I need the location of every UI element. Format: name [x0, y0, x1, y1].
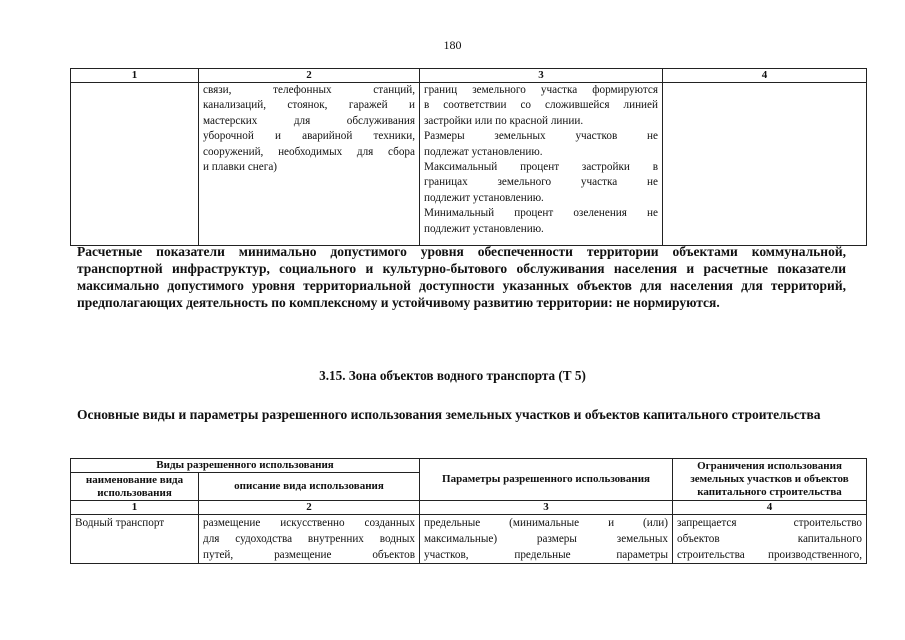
group-header: Виды разрешенного использования [71, 459, 420, 473]
name-header: наименование вида использования [71, 473, 199, 501]
permitted-use-table [70, 458, 867, 564]
norms-paragraph: Расчетные показатели минимально допустимого уровня обеспеченности территории объектами коммунальной, транспортной инфраструктур, социального и культурно-бытового обслуживания населения и расчетные показатели максимально допустимого уровня территориальной доступности указанных объектов для населения для территорий, предполагающих деятельность по комплексному и устойчивому развитию территории: не нормируются. [77, 244, 846, 310]
description-line: уборочной и аварийной техники, [203, 130, 415, 143]
restrictions-line: объектов капитального [677, 533, 863, 545]
column-number-1: 1 [71, 69, 199, 83]
restrictions-line: запрещается строительство [677, 517, 863, 529]
parameters-line: границ земельного участка формируются [424, 84, 658, 96]
parameters-line: застройки или по красной линии. [424, 114, 584, 127]
table-row [71, 515, 867, 564]
continuation-table [70, 68, 867, 246]
description-header: описание вида использования [199, 473, 420, 501]
column-number-2: 2 [199, 501, 420, 515]
description-line: связи, телефонных станций, [203, 84, 415, 96]
table-cell-description [199, 83, 420, 246]
description-line: для судоходства внутренних водных [203, 533, 416, 545]
description-line: путей, размещение объектов [203, 549, 416, 561]
column-number-3: 3 [420, 501, 673, 515]
table-row [71, 83, 867, 246]
section-subheading: Основные виды и параметры разрешенного использования земельных участков и объектов капитального строительства [77, 407, 821, 422]
table-header-row [71, 69, 867, 83]
column-number-row [71, 501, 867, 515]
parameters-line: подлежит установлению. [424, 191, 544, 204]
description-line: мастерских для обслуживания [203, 114, 415, 127]
parameters-line: в соответствии со сложившейся линией [424, 99, 658, 112]
parameters-header: Параметры разрешенного использования [420, 459, 673, 501]
description-line: размещение искусственно созданных [203, 517, 416, 529]
column-number-4: 4 [663, 69, 867, 83]
parameters-line: предельные (минимальные и (или) [424, 517, 669, 529]
table-cell-description [199, 515, 420, 564]
description-line: и плавки снега) [203, 161, 278, 174]
column-number-4: 4 [673, 501, 867, 515]
restrictions-header: Ограничения использования земельных участков и объектов капитального строительства [673, 459, 867, 501]
parameters-line: максимальные) размеры земельных [424, 533, 669, 545]
table-cell-parameters [420, 515, 673, 564]
description-line: сооружений, необходимых для сбора [203, 145, 415, 158]
page-number: 180 [443, 38, 462, 52]
parameters-line: Размеры земельных участков не [424, 130, 658, 143]
table-cell-parameters [420, 83, 663, 246]
parameters-line: Максимальный процент застройки в [424, 161, 658, 174]
parameters-line: подлежит установлению. [424, 222, 544, 235]
parameters-line: Минимальный процент озеленения не [424, 207, 658, 220]
parameters-line: границах земельного участка не [424, 176, 658, 189]
table-cell-restrictions [673, 515, 867, 564]
section-heading: 3.15. Зона объектов водного транспорта (Т 5) [319, 368, 586, 383]
restrictions-line: строительства производственного, [677, 549, 863, 561]
parameters-line: участков, предельные параметры [424, 549, 669, 561]
column-number-3: 3 [420, 69, 663, 83]
parameters-line: подлежат установлению. [424, 145, 543, 158]
table-cell-name: Водный транспорт [71, 515, 199, 564]
table-cell-name [71, 83, 199, 246]
description-line: канализаций, стоянок, гаражей и [203, 99, 415, 112]
table-header-row [71, 459, 867, 473]
column-number-2: 2 [199, 69, 420, 83]
table-cell-restrictions [663, 83, 867, 246]
column-number-1: 1 [71, 501, 199, 515]
